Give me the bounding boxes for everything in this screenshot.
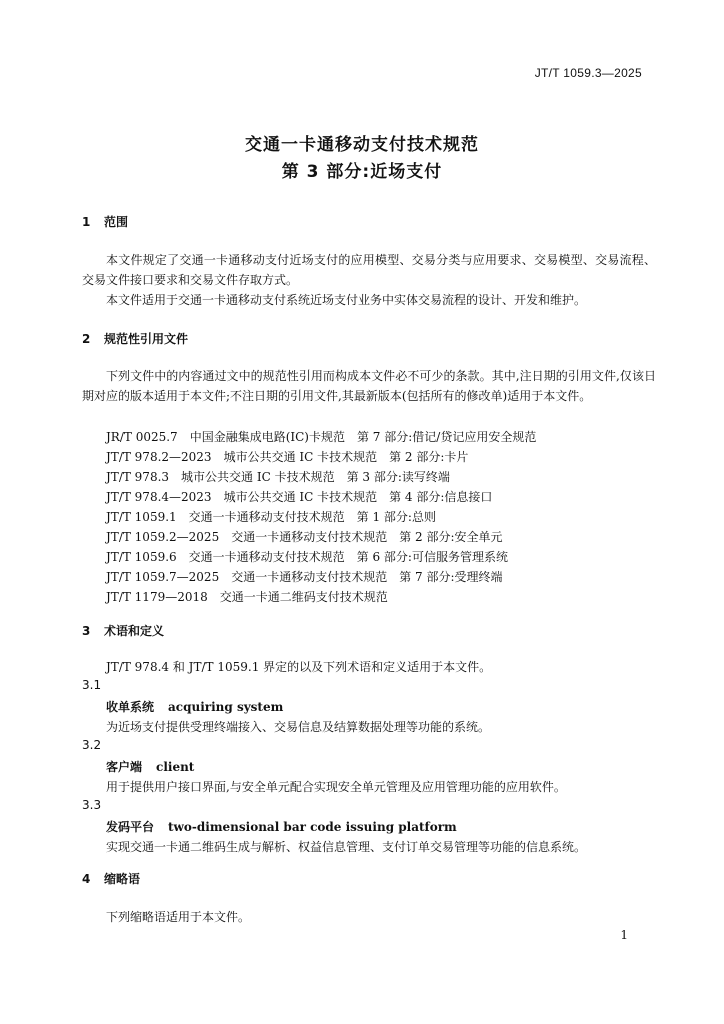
reference-item: JT/T 978.4—2023 城市公共交通 IC 卡技术规范 第 4 部分:信息接口: [106, 490, 493, 504]
term-definition: 用于提供用户接口界面,与安全单元配合实现安全单元管理及应用管理功能的应用软件。: [106, 780, 566, 794]
term-name-zh: 收单系统: [106, 700, 155, 714]
reference-item: JR/T 0025.7 中国金融集成电路(IC)卡规范 第 7 部分:借记/贷记应用安全规范: [106, 430, 537, 444]
references-intro: 下列文件中的内容通过文中的规范性引用而构成本文件必不可少的条款。其中,注日期的引用文件,仅该日期对应的版本适用于本文件;不注日期的引用文件,其最新版本(包括所有的修改单)适用于本文件。: [82, 369, 656, 403]
scope-paragraph-1: 本文件规定了交通一卡通移动支付近场支付的应用模型、交易分类与应用要求、交易模型、交易流程、交易文件接口要求和交易文件存取方式。: [82, 253, 656, 287]
section-3-heading: [82, 622, 164, 639]
section-number: 4: [82, 872, 91, 886]
term-name: [106, 758, 194, 775]
term-name-en: two-dimensional bar code issuing platform: [168, 820, 457, 834]
term-name: [106, 818, 457, 835]
term-name: [106, 698, 283, 715]
reference-item: JT/T 978.3 城市公共交通 IC 卡技术规范 第 3 部分:读写终端: [106, 470, 450, 484]
section-4-heading: [82, 870, 140, 887]
page-number: 1: [620, 928, 628, 942]
scope-paragraph-2: 本文件适用于交通一卡通移动支付系统近场支付业务中实体交易流程的设计、开发和维护。: [106, 293, 587, 307]
section-title: 术语和定义: [104, 624, 165, 638]
section-title: 范围: [104, 215, 129, 229]
term-name-en: client: [156, 760, 195, 774]
term-number: 3.1: [82, 678, 102, 692]
term-number: 3.3: [82, 798, 102, 812]
term-name-en: acquiring system: [168, 700, 284, 714]
reference-item: JT/T 1059.7—2025 交通一卡通移动支付技术规范 第 7 部分:受理终端: [106, 570, 503, 584]
term-definition: 实现交通一卡通二维码生成与解析、权益信息管理、支付订单交易管理等功能的信息系统。: [106, 840, 587, 854]
section-number: 2: [82, 332, 91, 346]
section-number: 1: [82, 215, 91, 229]
document-title: 交通一卡通移动支付技术规范: [245, 135, 479, 155]
section-title: 缩略语: [104, 872, 141, 886]
section-1-heading: [82, 213, 128, 230]
terms-intro: JT/T 978.4 和 JT/T 1059.1 界定的以及下列术语和定义适用于本文件。: [106, 660, 492, 674]
reference-item: JT/T 1059.1 交通一卡通移动支付技术规范 第 1 部分:总则: [106, 510, 436, 524]
term-definition: 为近场支付提供受理终端接入、交易信息及结算数据处理等功能的系统。: [106, 720, 491, 734]
term-name-zh: 发码平台: [106, 820, 155, 834]
section-title: 规范性引用文件: [104, 332, 189, 346]
reference-item: JT/T 978.2—2023 城市公共交通 IC 卡技术规范 第 2 部分:卡片: [106, 450, 469, 464]
section-2-heading: [82, 330, 188, 347]
standard-number: JT/T 1059.3—2025: [534, 66, 642, 80]
term-name-zh: 客户端: [106, 760, 143, 774]
reference-item: JT/T 1179—2018 交通一卡通二维码支付技术规范: [106, 590, 388, 604]
term-number: 3.2: [82, 738, 102, 752]
document-subtitle: 第 3 部分:近场支付: [281, 162, 443, 182]
reference-item: JT/T 1059.2—2025 交通一卡通移动支付技术规范 第 2 部分:安全单元: [106, 530, 503, 544]
section-number: 3: [82, 624, 91, 638]
reference-item: JT/T 1059.6 交通一卡通移动支付技术规范 第 6 部分:可信服务管理系统: [106, 550, 508, 564]
abbreviations-intro: 下列缩略语适用于本文件。: [106, 910, 251, 924]
